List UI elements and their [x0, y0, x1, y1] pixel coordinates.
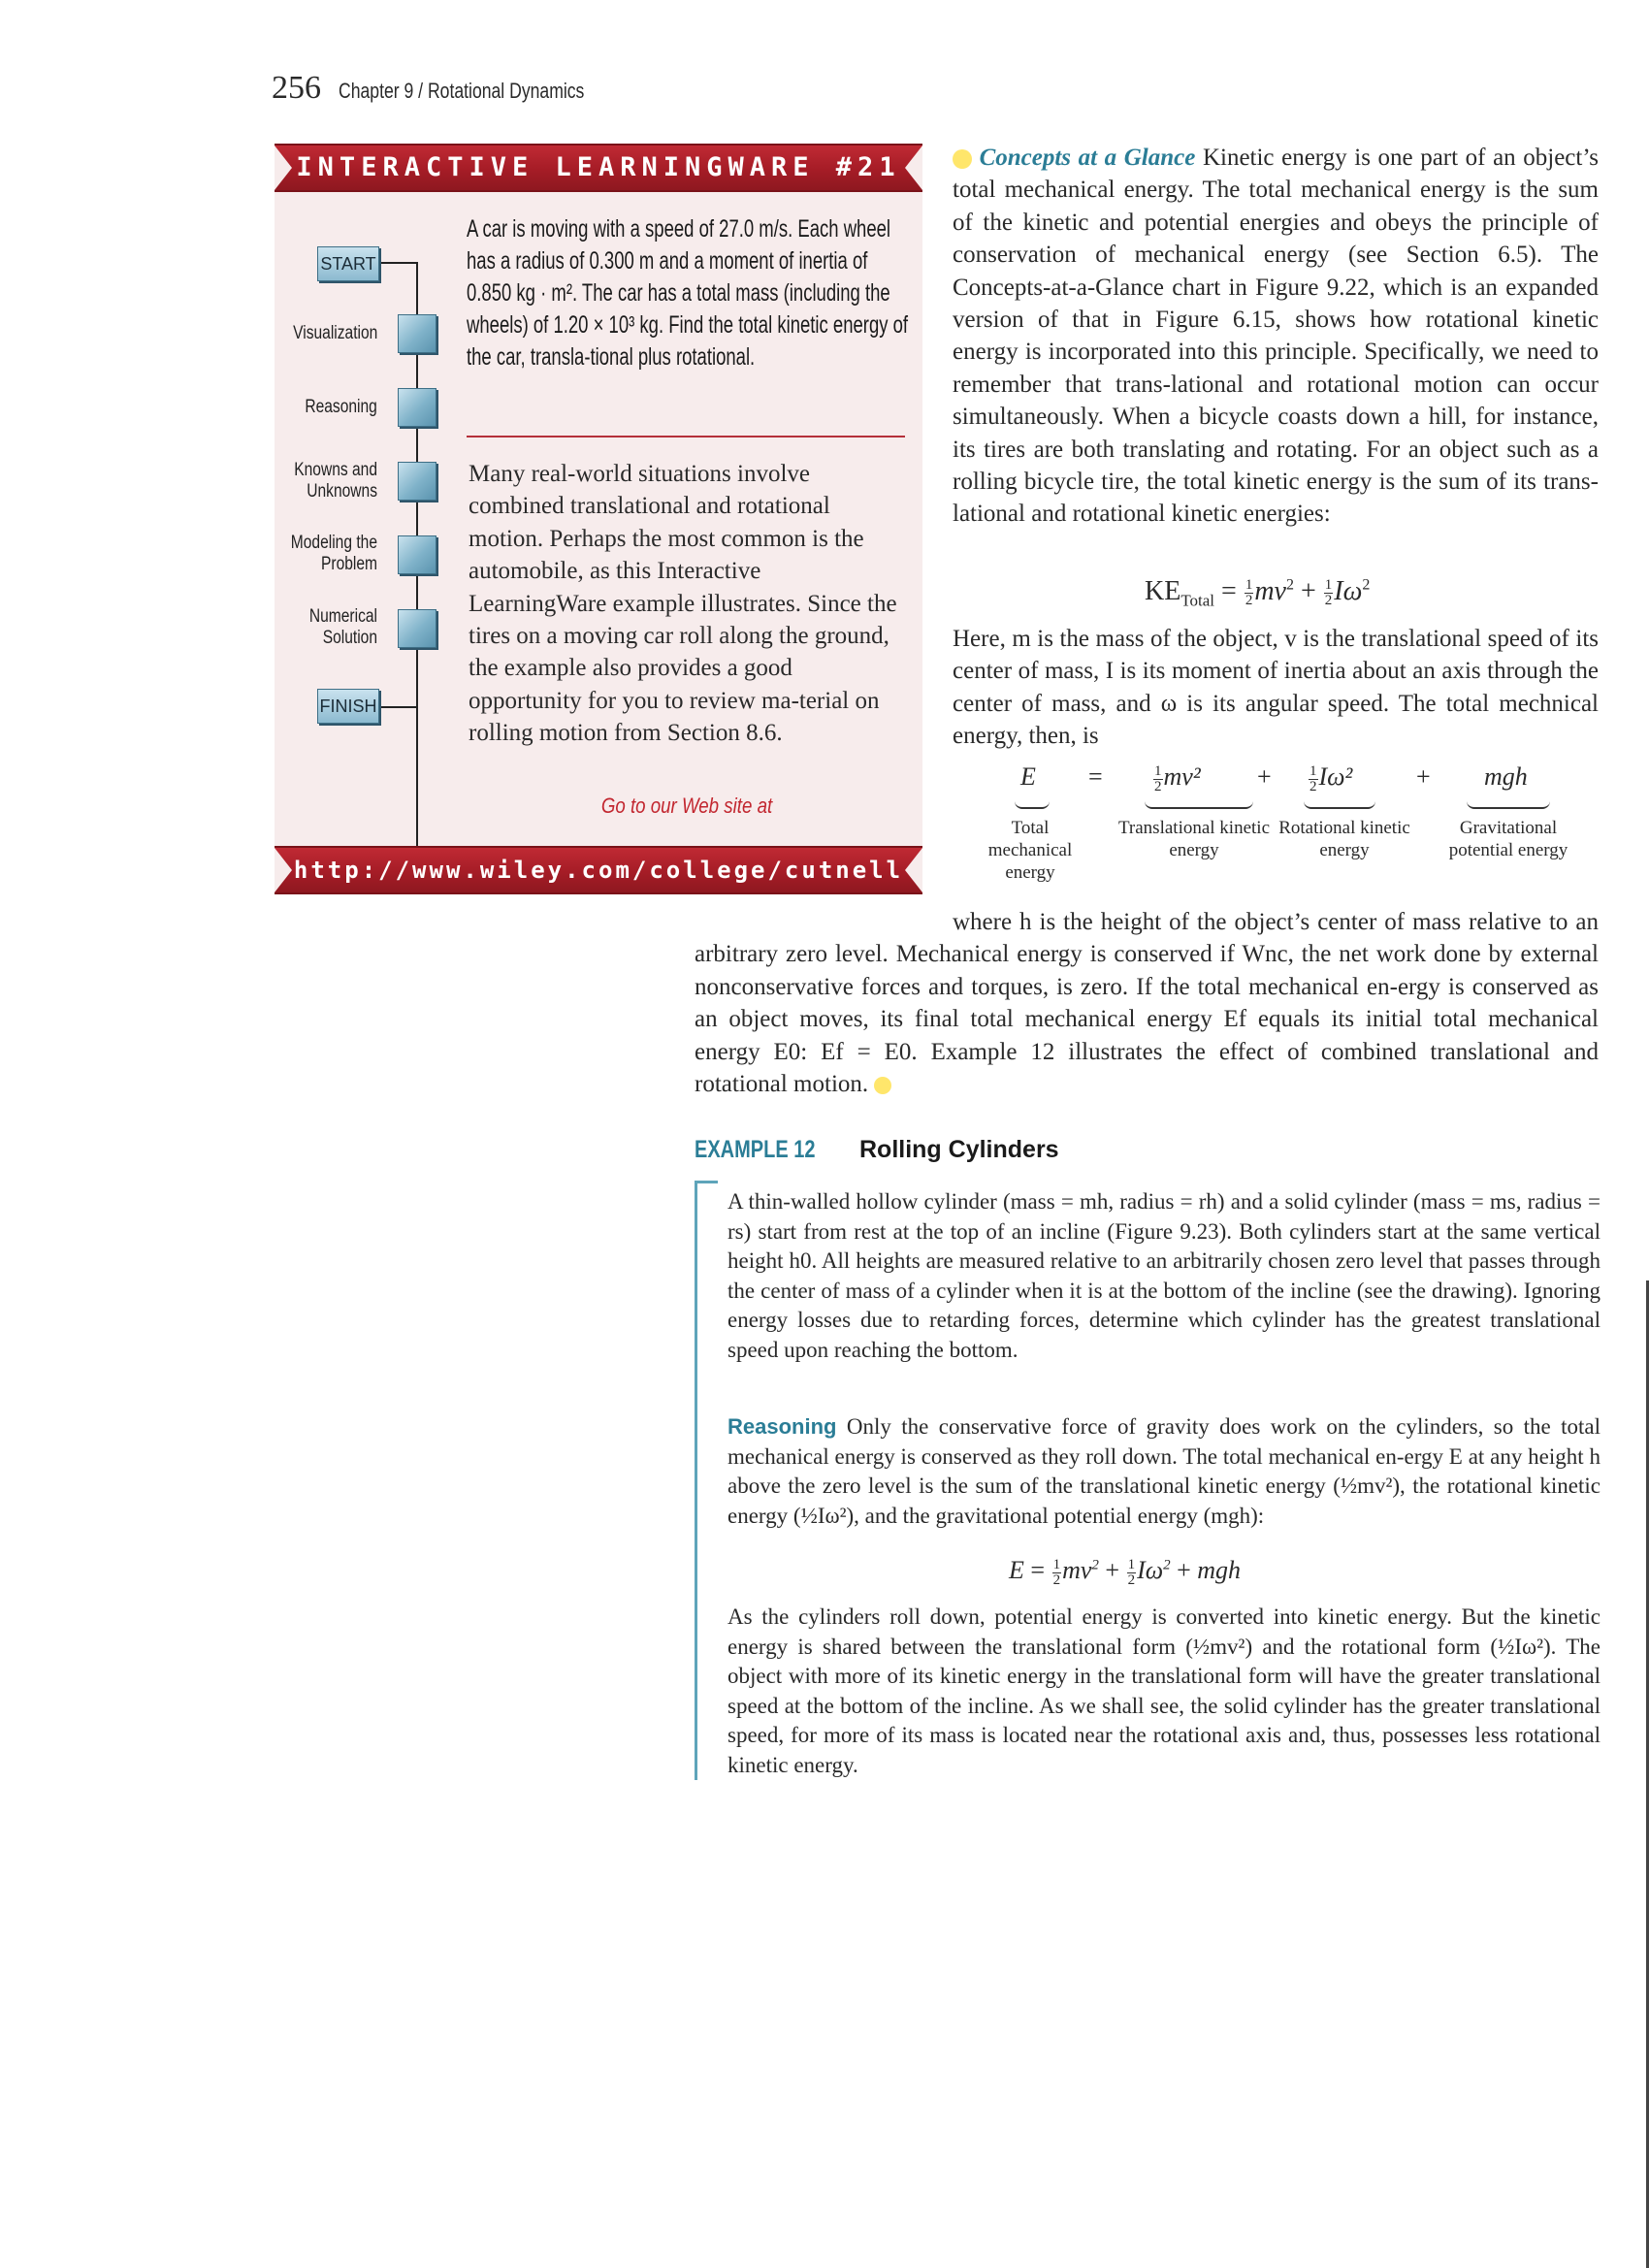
caption-potential: Gravitational potential energy: [1448, 818, 1568, 860]
step-label-numerical: Numerical Solution: [308, 606, 377, 648]
concepts-paragraph: [953, 142, 1599, 531]
caption-total: Total mechanical energy: [987, 818, 1073, 883]
learningware-box: [275, 144, 922, 894]
start-button[interactable]: START: [317, 246, 379, 281]
step-label-reasoning: Reasoning: [305, 397, 377, 417]
reasoning-label: Reasoning: [728, 1414, 837, 1439]
goto-text: Go to our Web site at: [600, 794, 773, 818]
concepts-text: Kinetic energy is one part of an object’s total mechanical energy. The total mechanical energy is the sum of the kinetic and potential energies and obeys the principle of conservation of mechanical energy (see Section 6.5). The Concepts-at-a-Glance chart in Figure 9.22, which is an expanded version of that in Figure 6.15, shows how rotational kinetic energy is incorporated into this principle. Specifically, we need to remember that trans-lational and rotational motion can occur simultaneously. When a bicycle coasts down a hill, for instance, its tires are both translating and rotating. For an object such as a rolling bicycle tire, the total kinetic energy is the sum of its trans-lational and rotational kinetic energies:: [953, 145, 1600, 528]
step-reasoning-icon[interactable]: [398, 388, 436, 427]
energy-equation: E = $\frac{1}{2}$ mv² + $\frac{1}{2}$ Iω² + mgh Total mechanical energy Translational kinetic energy Rotational kinetic energy Gravitational potential energy: [970, 762, 1591, 898]
step-modeling-icon[interactable]: [398, 535, 436, 574]
eq-term-rotational: Iω²: [1318, 762, 1353, 791]
step-label-visualization: Visualization: [292, 323, 377, 343]
concepts-title: Concepts at a Glance: [979, 145, 1196, 171]
concepts-dot-icon: [953, 149, 972, 169]
learningware-url-link[interactable]: http://www.wiley.com/college/cutnell: [275, 846, 922, 894]
eq-term-translational: mv²: [1163, 762, 1201, 791]
divider: [467, 436, 905, 437]
finish-button[interactable]: FINISH: [317, 689, 379, 724]
caption-rotational: Rotational kinetic energy: [1278, 818, 1410, 860]
eq-term-e: E: [1020, 762, 1036, 791]
caption-translational: Translational kinetic energy: [1117, 818, 1271, 860]
step-numerical-icon[interactable]: [398, 609, 436, 648]
example-label: EXAMPLE 12: [695, 1136, 816, 1163]
example-reasoning: Reasoning Only the conservative force of gravity does work on the cylinders, so the total mechanical energy is conserved as they roll down. The total mechanical en-ergy E at any height h above the zero level is the sum of the translational kinetic energy (½mv²), the rotational kinetic energy (½Iω²), and the gravitational potential energy (mgh):: [728, 1414, 1600, 1528]
step-visualization-icon[interactable]: [398, 314, 436, 353]
learningware-problem: A car is moving with a speed of 27.0 m/s. Each wheel has a radius of 0.300 m and a moment of inertia of 0.850 kg · m². The car has a total mass (including the wheels) of 1.20 × 10³ kg. Find the total kinetic energy of the car, transla-tional plus rotational.: [467, 215, 909, 371]
example-title: Rolling Cylinders: [859, 1136, 1059, 1163]
example-heading: [695, 1136, 1059, 1164]
page-number: 256: [272, 70, 321, 106]
chapter-title: Chapter 9 / Rotational Dynamics: [339, 79, 585, 103]
step-label-knowns: Knowns and Unknowns: [294, 460, 377, 502]
concepts-end-dot-icon: [874, 1077, 891, 1094]
energy-equation-inline: E = $\frac{1}{2}$ $mv^2$ + $\frac{1}{2}$ $I\omega^2$ + mgh: [1009, 1556, 1242, 1588]
step-label-modeling: Modeling the Problem: [290, 533, 377, 574]
example-conclusion: As the cylinders roll down, potential energy is converted into kinetic energy. But the kinetic energy is shared between the translational form (½mv²) and the rotational form (½Iω²). The object with more of its kinetic energy in the translational form will have the greater translational speed at the bottom of the incline. As we shall see, the solid cylinder has the greater translational speed, for more of its mass is located near the rotational axis and, thus, possesses less rotational kinetic energy.: [728, 1604, 1600, 1777]
concepts-paragraph-3: where h is the height of the object’s center of mass relative to an arbitrary zero level. Mechanical energy is conserved if Wnc, the net work done by external nonconservative forces and torques, is zero. If the total mechanical en-ergy is conserved as an object moves, its final total mechanical energy Ef equals its initial total mechanical energy E0: Ef = E0. Example 12 illustrates the effect of combined translational and rotational motion.: [695, 909, 1599, 1098]
step-knowns-icon[interactable]: [398, 462, 436, 501]
page-header: [272, 70, 646, 107]
concepts-paragraph-2: Here, m is the mass of the object, v is the translational speed of its center of mass, I is its moment of inertia about an axis through the center of mass, and ω is its angular speed. The total mechnical energy, then, is: [953, 626, 1599, 750]
example-problem: A thin-walled hollow cylinder (mass = mh, radius = rh) and a solid cylinder (mass = ms, radius = rs) start from rest at the top of an incline (Figure 9.23). Both cylinders start at the same vertical height h0. All heights are measured relative to an arbitrarily chosen zero level that passes through the center of mass of a cylinder when it is at the bottom of the incline (see the drawing). Ignoring energy losses due to retarding forces, determine which cylinder has the greatest translational speed upon reaching the bottom.: [728, 1189, 1600, 1362]
eq-term-potential: mgh: [1484, 762, 1528, 791]
learningware-banner: INTERACTIVE LEARNINGWARE #21: [275, 144, 922, 192]
learningware-body: Many real-world situations involve combined translational and rotational motion. Perhaps the most common is the automobile, as this Interactive LearningWare example illustrates. Since the tires on a moving car roll along the ground, the example also provides a good opportunity for you to review ma-terial on rolling motion from Section 8.6.: [469, 461, 897, 747]
ke-total-equation: $KE_{Total}$ = $\frac{1}{2}$ $mv^2$ + $\frac{1}{2}$ $I\omega^2$: [1145, 576, 1371, 610]
example-bracket: [695, 1181, 718, 1780]
